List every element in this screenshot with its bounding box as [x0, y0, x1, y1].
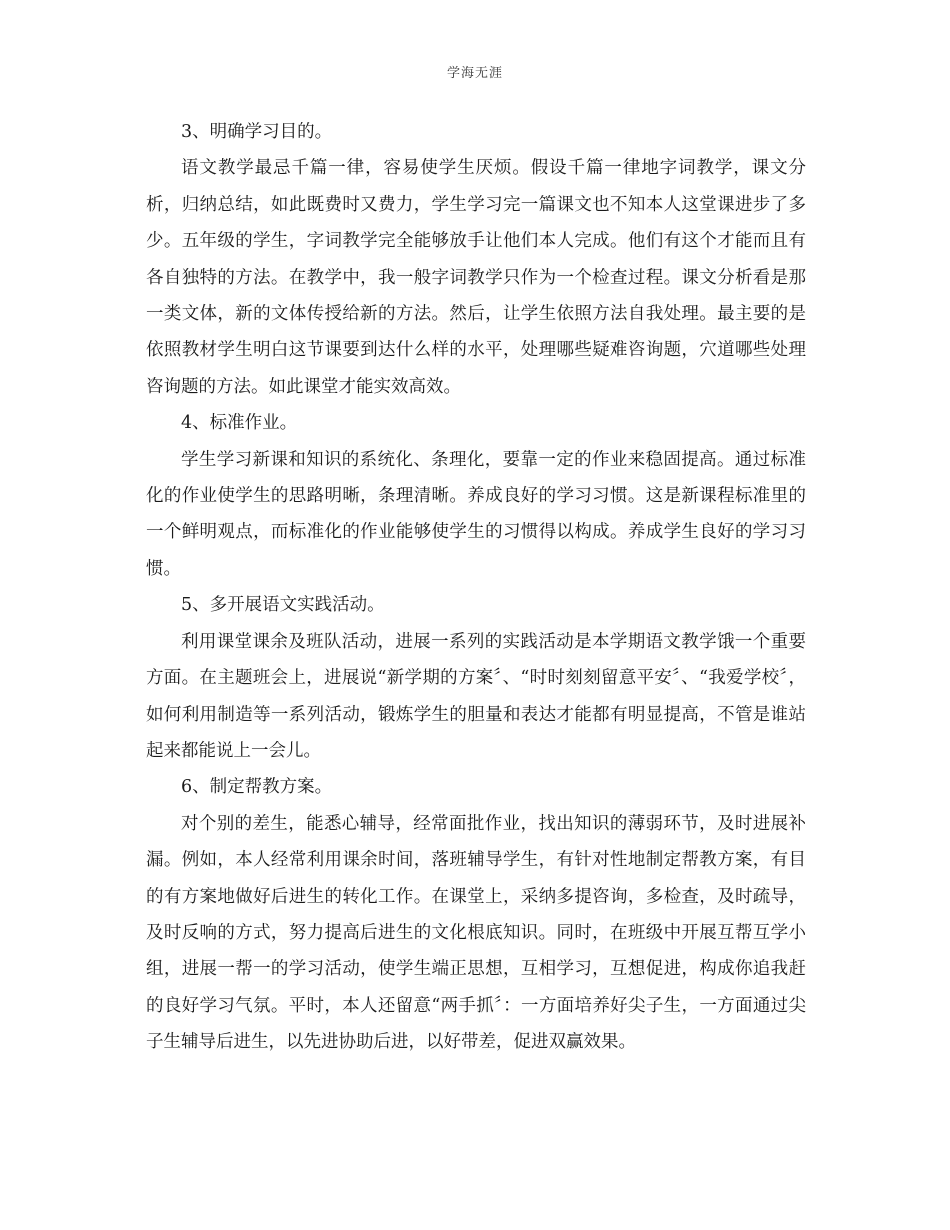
running-header: 学海无涯: [446, 66, 503, 81]
section-heading-3: 3、明确学习目的。: [181, 122, 333, 142]
section-heading-5: 5、多开展语文实践活动。: [181, 595, 385, 616]
paragraph-5-body: 利用课堂课余及班队活动，进展一系列的实践活动是本学期语文教学饿一个重要方面。在主题班会上，进展说“新学期的方案〞、“时时刻刻留意平安〞、“我爱学校〞，如何利用制造等一系列活动，锻炼学生的胆量和表达才能都有明显提高，不管是谁站起来都能说上一会儿。: [146, 631, 806, 761]
paragraph-4-body: 学生学习新课和知识的系统化、条理化，要靠一定的作业来稳固提高。通过标准化的作业使学生的思路明晰，条理清晰。养成良好的学习习惯。这是新课程标准里的一个鲜明观点，而标准化的作业能够使学生的习惯得以构成。养成学生良好的学习习惯。: [146, 449, 806, 579]
section-heading-4: 4、标准作业。: [181, 413, 298, 434]
body-text: [146, 114, 806, 1061]
section-heading-6: 6、制定帮教方案。: [181, 777, 333, 798]
paragraph-3-body: 语文教学最忌千篇一律，容易使学生厌烦。假设千篇一律地字词教学，课文分析，归纳总结，如此既费时又费力，学生学习完一篇课文也不知本人这堂课进步了多少。五年级的学生，字词教学完全能够放手让他们本人完成。他们有这个才能而且有各自独特的方法。在教学中，我一般字词教学只作为一个检查过程。课文分析看是那一类文体，新的文体传授给新的方法。然后，让学生依照方法自我处理。最主要的是依照教材学生明白这节课要到达什么样的水平，处理哪些疑难咨询题，穴道哪些处理咨询题的方法。如此课堂才能实效高效。: [146, 158, 806, 397]
paragraph-6-body: 对个别的差生，能悉心辅导，经常面批作业，找出知识的薄弱环节，及时进展补漏。例如，本人经常利用课余时间，落班辅导学生，有针对性地制定帮教方案，有目的有方案地做好后进生的转化工作。在课堂上，采纳多提咨询，多检查，及时疏导，及时反响的方式，努力提高后进生的文化根底知识。同时，在班级中开展互帮互学小组，进展一帮一的学习活动，使学生端正思想，互相学习，互想促进，构成你追我赶的良好学习气氛。平时，本人还留意“两手抓〞：一方面培养好尖子生，一方面通过尖子生辅导后进生，以先进协助后进，以好带差，促进双赢效果。: [146, 813, 806, 1053]
